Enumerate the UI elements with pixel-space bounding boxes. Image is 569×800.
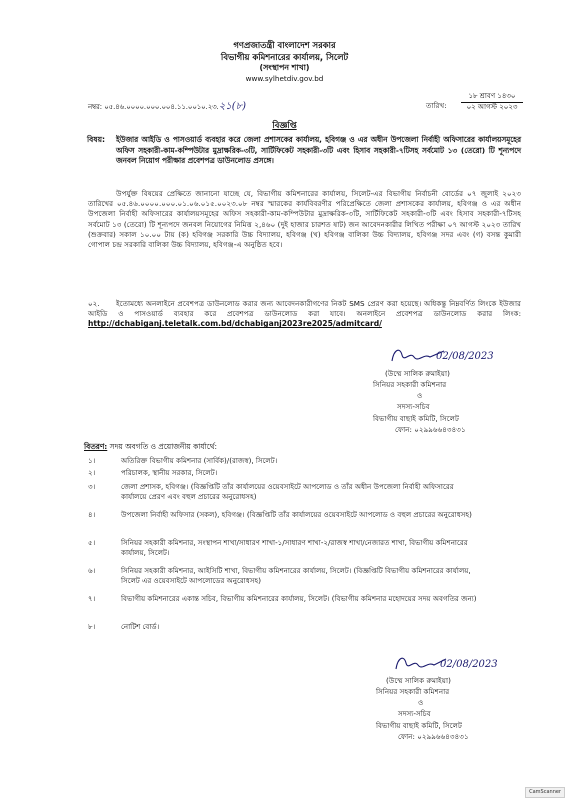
body-paragraph-2 bbox=[88, 299, 521, 330]
camscanner-watermark: CamScanner bbox=[525, 787, 565, 798]
website: www.sylhetdiv.gov.bd bbox=[245, 74, 324, 83]
signer-designation-1: সিনিয়র সহকারী কমিশনার bbox=[373, 380, 447, 390]
body-paragraph-1: উপর্যুক্ত বিষয়ের প্রেক্ষিতে জানানো যাচ্ছে যে, বিভাগীয় কমিশনারের কার্যালয়, সিলেট-এর বিভাগীয় নির্বাচনী বোর্ডের ০৭ জুলাই ২০২৩ তারিখের ০৫.৪৬.০০০০.০০০.০১.০৬.০১৫.০০২৩.০৮ নম্বর স্মারকের কার্যবিবরণীর পরিপ্রেক্ষিতে জেলা প্রশাসকের কার্যালয়, হবিগঞ্জ ও এর অধীন উপজেলা নির্বাহী অফিসারের কার্যালয়সমূহের অফিস সহকারী-কাম-কম্পিউটার মুদ্রাক্ষরিক-৩টি, সার্টিফিকেট সহকারী-৩টি এবং হিসাব সহকারী-৭টিসহ সর্বমোট ১৩ (তেরো) টি শূন্যপদে জনবল নিয়োগের নিমিত্ত ২,৪৬০ (দুই হাজার চারশত ষাট) জন আবেদনকারীর লিখিত পরীক্ষা ০৭ আগস্ট ২০২৩ তারিখ (শুক্রবার) সকাল ১০.০০ টায় (ক) হবিগঞ্জ সরকারি উচ্চ বিদ্যালয়, হবিগঞ্জ (খ) হবিগঞ্জ বালিকা উচ্চ বিদ্যালয়, হবিগঞ্জ সদর এবং (গ) বসন্ত কুমারী গোপাল চন্দ্র সরকারি বালিকা উচ্চ বিদ্যালয়, হবিগঞ্জ-এ অনুষ্ঠিত হবে। bbox=[88, 189, 521, 250]
list-item: ৭। বিভাগীয় কমিশনারের একান্ত সচিব, বিভাগীয় কমিশনারের কার্যালয়, সিলেট। (বিভাগীয় কমিশনার মহোদয়ের সদয় অবগতির জন্য) bbox=[88, 594, 477, 603]
list-item: ৮। নোটিশ বোর্ড। bbox=[88, 622, 160, 631]
list-item: ৫। সিনিয়র সহকারী কমিশনার, সংস্থাপন শাখা/সাধারণ শাখা-১/সাধারণ শাখা-২/রাজস্ব শাখা/নেজারত শাখা, বিভাগীয় কমিশনারের কার্যালয়, সিলেট। bbox=[88, 538, 468, 557]
signer-name-1: (উম্মে সালিক রুমাইয়া) bbox=[385, 369, 450, 378]
signer-designation-2: সিনিয়র সহকারী কমিশনার bbox=[376, 687, 450, 697]
list-item: ৪। উপজেলা নির্বাহী অফিসার (সকল), হবিগঞ্জ। (বিজ্ঞপ্তিটি তাঁর কার্যালয়ের ওয়েবসাইটে আপলোড ও বহুল প্রচারের অনুরোধসহ) bbox=[88, 510, 472, 519]
date-english: ০২ আগস্ট ২০২৩ bbox=[466, 103, 518, 111]
signer-committee-2: বিভাগীয় বাছাই কমিটি, সিলেট bbox=[376, 720, 462, 730]
list-item: ৩। জেলা প্রশাসক, হবিগঞ্জ। (বিজ্ঞপ্তিটি তাঁর কার্যালয়ের ওয়েবসাইটে আপলোড ও তাঁর অধীন উপজেলা নির্বাহী অফিসারের কার্যালয়ে প্রেরণ এবং বহুল প্রচারের অনুরোধসহ) bbox=[88, 482, 454, 501]
memo-number-value: ০৫.৪৬.০০০০.০০০.০০৪.১১.০০১০.২৩. bbox=[104, 103, 219, 111]
signer-designation2-2: সদস্য-সচিব bbox=[398, 709, 431, 719]
signature-block-1 bbox=[373, 368, 466, 435]
distribution-subtitle: সদয় অবগতি ও প্রয়োজনীয় কার্যার্থে: bbox=[109, 442, 218, 451]
signer-phone-1: ফোন: ০২৯৯৬৬৪৩৪৩১ bbox=[395, 424, 466, 434]
list-item: ৬। সিনিয়র সহকারী কমিশনার, আইসিটি শাখা, বিভাগীয় কমিশনারের কার্যালয়, সিলেট। (বিজ্ঞপ্তিটি বিভাগীয় কমিশনারের কার্যালয়, সিলেট এর ওয়েবসাইটে আপলোডের অনুরোধসহ) bbox=[88, 566, 471, 585]
signer-phone-2: ফোন: ০২৯৯৬৬৪৩৪৩১ bbox=[398, 731, 469, 741]
paragraph-2-number: ০২. bbox=[88, 299, 100, 308]
distribution-title: বিতরণ: bbox=[84, 442, 108, 451]
section-name: (সংস্থাপন শাখা) bbox=[259, 63, 310, 72]
date-bangla: ১৮ শ্রাবণ ১৪৩০ bbox=[461, 92, 523, 103]
signer-and-1: ও bbox=[417, 391, 423, 401]
date-label: তারিখ: bbox=[426, 101, 447, 110]
signer-committee-1: বিভাগীয় বাছাই কমিটি, সিলেট bbox=[373, 413, 459, 423]
notice-title: বিজ্ঞপ্তি bbox=[272, 120, 297, 130]
signature-scribble-1 bbox=[384, 345, 534, 367]
signer-name-2: (উম্মে সালিক রুমাইয়া) bbox=[386, 676, 451, 685]
signature-scribble-2 bbox=[390, 653, 540, 675]
govt-header: গণপ্রজাতন্ত্রী বাংলাদেশ সরকার bbox=[233, 40, 336, 50]
signature-handwritten-date-2: 02/08/2023 bbox=[440, 659, 498, 670]
signature-block-2 bbox=[372, 675, 469, 742]
paragraph-2-text: ইতোমধ্যে অনলাইনে প্রবেশপত্র ডাউনলোড করার জন্য আবেদনকারীগণের নিকট SMS প্রেরণ করা হয়েছে। অধিকন্তু নিম্নবর্ণিত লিংকে ইউজার আইডি ও পাসওয়ার্ড ব্যবহার করে প্রবেশপত্র ডাউনলোড করা যাবে। অনলাইনে প্রবেশপত্র ডাউনলোড করার লিংক: bbox=[88, 299, 521, 319]
signature-handwritten-date-1: 02/08/2023 bbox=[436, 351, 494, 362]
admit-card-link[interactable]: http://dchabiganj.teletalk.com.bd/dchabiganj2023re2025/admitcard/ bbox=[88, 319, 382, 329]
notice-title-wrap bbox=[0, 120, 569, 131]
signer-and-2: ও bbox=[418, 698, 424, 708]
distribution-header bbox=[84, 442, 217, 452]
memo-number bbox=[88, 100, 246, 113]
list-item: ২। পরিচালক, স্থানীয় সরকার, সিলেট। bbox=[88, 468, 218, 477]
subject-label: বিষয়: bbox=[87, 135, 106, 144]
signer-designation2-1: সদস্য-সচিব bbox=[397, 402, 430, 412]
office-name: বিভাগীয় কমিশনারের কার্যালয়, সিলেট bbox=[220, 52, 349, 62]
distribution-list bbox=[88, 456, 488, 634]
list-item: ১। অতিরিক্ত বিভাগীয় কমিশনার (সার্বিক)/(রাজস্ব), সিলেট। bbox=[88, 456, 278, 465]
subject-text: ইউজার আইডি ও পাসওয়ার্ড ব্যবহার করে জেলা প্রশাসকের কার্যালয়, হবিগঞ্জ ও এর অধীন উপজেলা নির্বাহী অফিসারের কার্যালয়সমূহের অফিস সহকারী-কাম-কম্পিউটার মুদ্রাক্ষরিক-৩টি, সার্টিফিকেট সহকারী-৩টি এবং হিসাব সহকারী-৭টিসহ সর্বমোট ১৩ (তেরো) টি শূন্যপদে জনবল নিয়োগ পরীক্ষার প্রবেশপত্র ডাউনলোড প্রসঙ্গে। bbox=[116, 135, 521, 166]
memo-number-handwritten: ২১(৮) bbox=[218, 101, 247, 112]
memo-number-label: নম্বর: bbox=[88, 103, 103, 111]
